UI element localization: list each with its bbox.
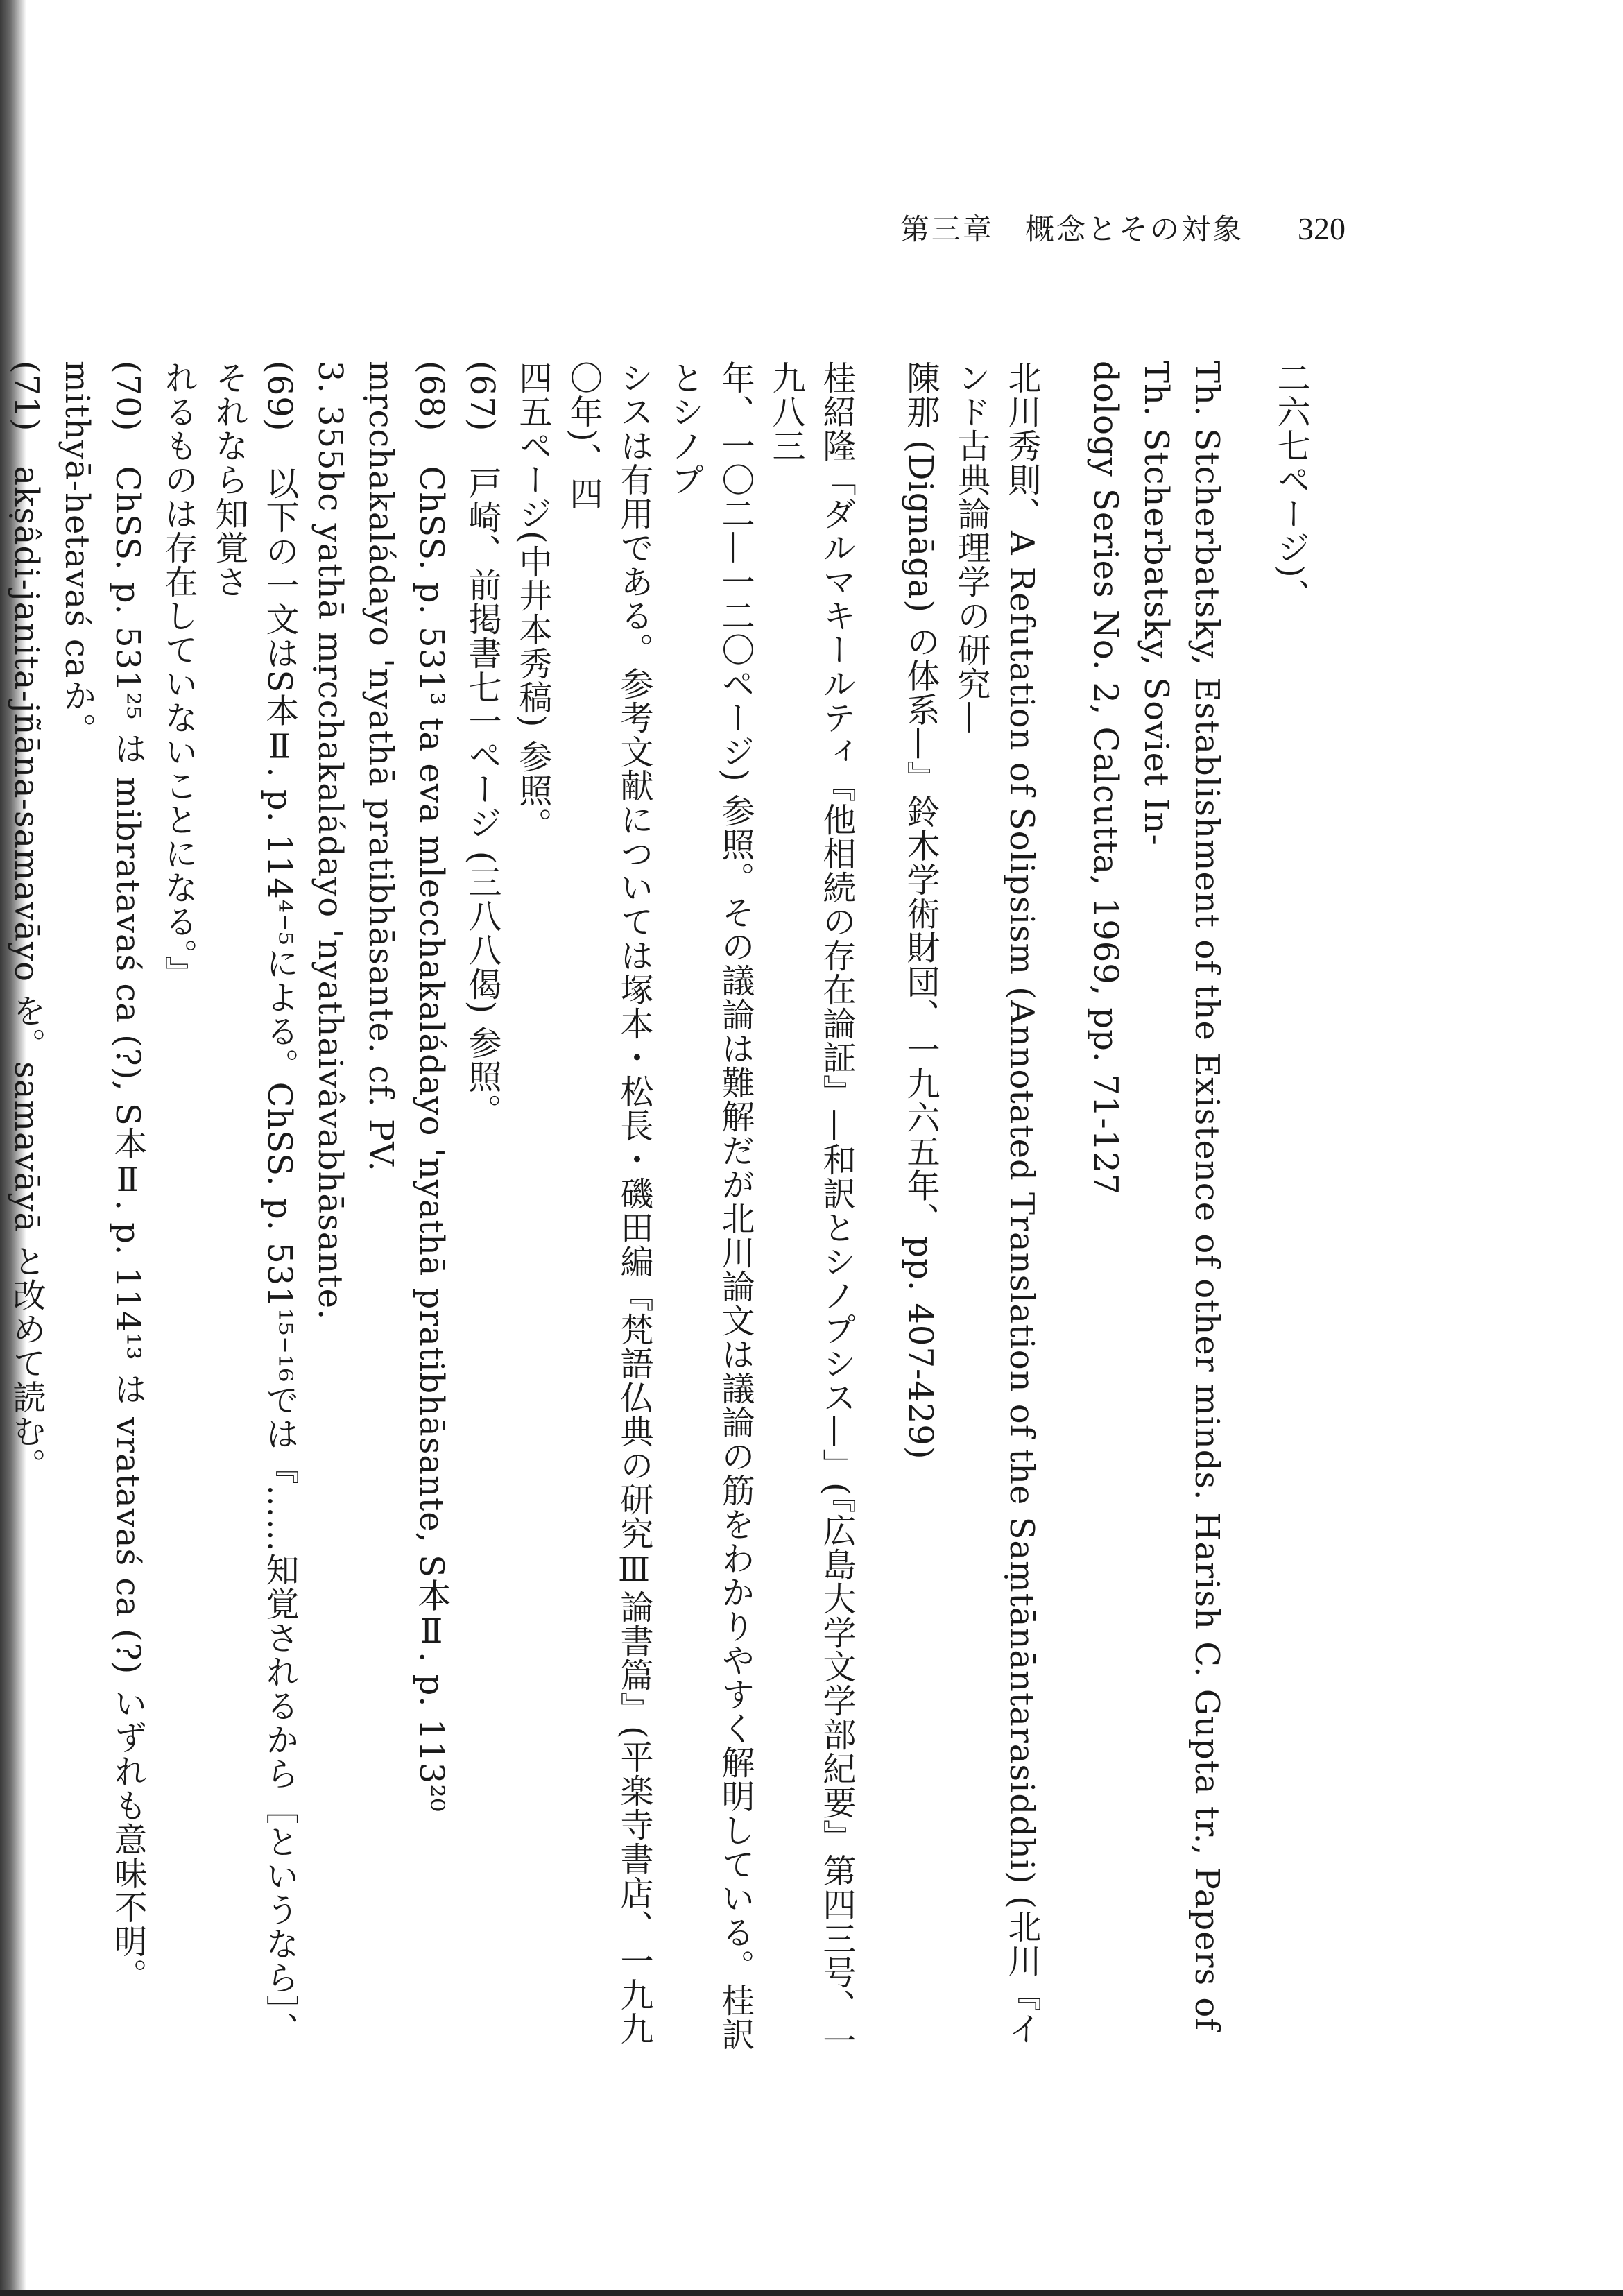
footnotes-body	[0, 361, 1349, 2060]
text-line: 年、一〇二—一二〇ページ) 参照。その議論は難解だが北川論文は議論の筋をわかりやすく解明している。桂訳とシノプ	[665, 361, 755, 2051]
text-line: 桂紹隆「ダルマキールティ『他相続の存在論証』—和訳とシノプシス—」(『広島大学文学部紀要』第四三号、一九八三	[766, 361, 856, 2057]
page-number: 320	[1298, 211, 1346, 246]
text-line: 3. 355bc yathā mṛcchakaládayo 'nyathaivâvabhāsante.	[311, 361, 350, 1321]
text-line: (67) 戸崎、前掲書七一ページ (三八八偈) 参照。	[463, 361, 501, 1128]
scan-edge-bottom	[0, 2290, 1623, 2296]
text-line: 二六七ページ)、	[1271, 361, 1310, 612]
text-line: (68) ChSS. p. 531³ ta eva mlecchakaládayo 'nyathā pratibhāsante, S本Ⅱ. p. 113²⁰ mṛcchakaládayo 'nyathā pratibhāsante. cf. PV.	[361, 361, 451, 1813]
text-line: シスは有用である。参考文献については塚本・松長・磯田編『梵語仏典の研究Ⅲ論書篇』(平楽寺書店、一九九〇年)、四	[564, 361, 653, 2046]
chapter-title: 第三章 概念とその対象	[900, 212, 1244, 246]
text-line: dology Series No. 2, Calcutta, 1969, pp. 71-127	[1086, 361, 1125, 1196]
running-header	[900, 207, 1346, 248]
text-line: Th. Stcherbatsky, Establishment of the Existence of other minds. Harish C. Gupta tr., Papers of Th. Stcherbatsky, Soviet In-	[1137, 361, 1226, 2032]
text-line: (71) akṣâdi-janita-jñāna-samavāyo を。samavāyā と改めて読む。	[7, 361, 46, 1482]
text-line: 北川秀則、A Refutation of Solipsism (Annotated Translation of the Saṃtānāntarasiddhi) (北川『インド古典論理学の研究—	[952, 361, 1041, 2046]
text-line: 陳那 (Dignāga) の体系—』鈴木学術財団、一九六五年、pp. 407-429)	[901, 361, 940, 1460]
text-line: (70) ChSS. p. 531²⁵ は mibratavaś ca (?), S本Ⅱ. p. 114¹³ は vratavaś ca (?) いずれも意味不明。mithyā-hetavaś caか。	[58, 361, 147, 1992]
text-line: 四五ページ(中井本秀稿) 参照。	[513, 361, 552, 841]
text-line: (69) 以下の一文はS本Ⅱ. p. 114⁴⁻⁵による。ChSS. p. 531¹⁵⁻¹⁶では『……知覚されるから［というなら］、それなら知覚さ	[209, 361, 299, 2046]
text-line: れるものは存在していないことになる。』	[159, 361, 198, 990]
